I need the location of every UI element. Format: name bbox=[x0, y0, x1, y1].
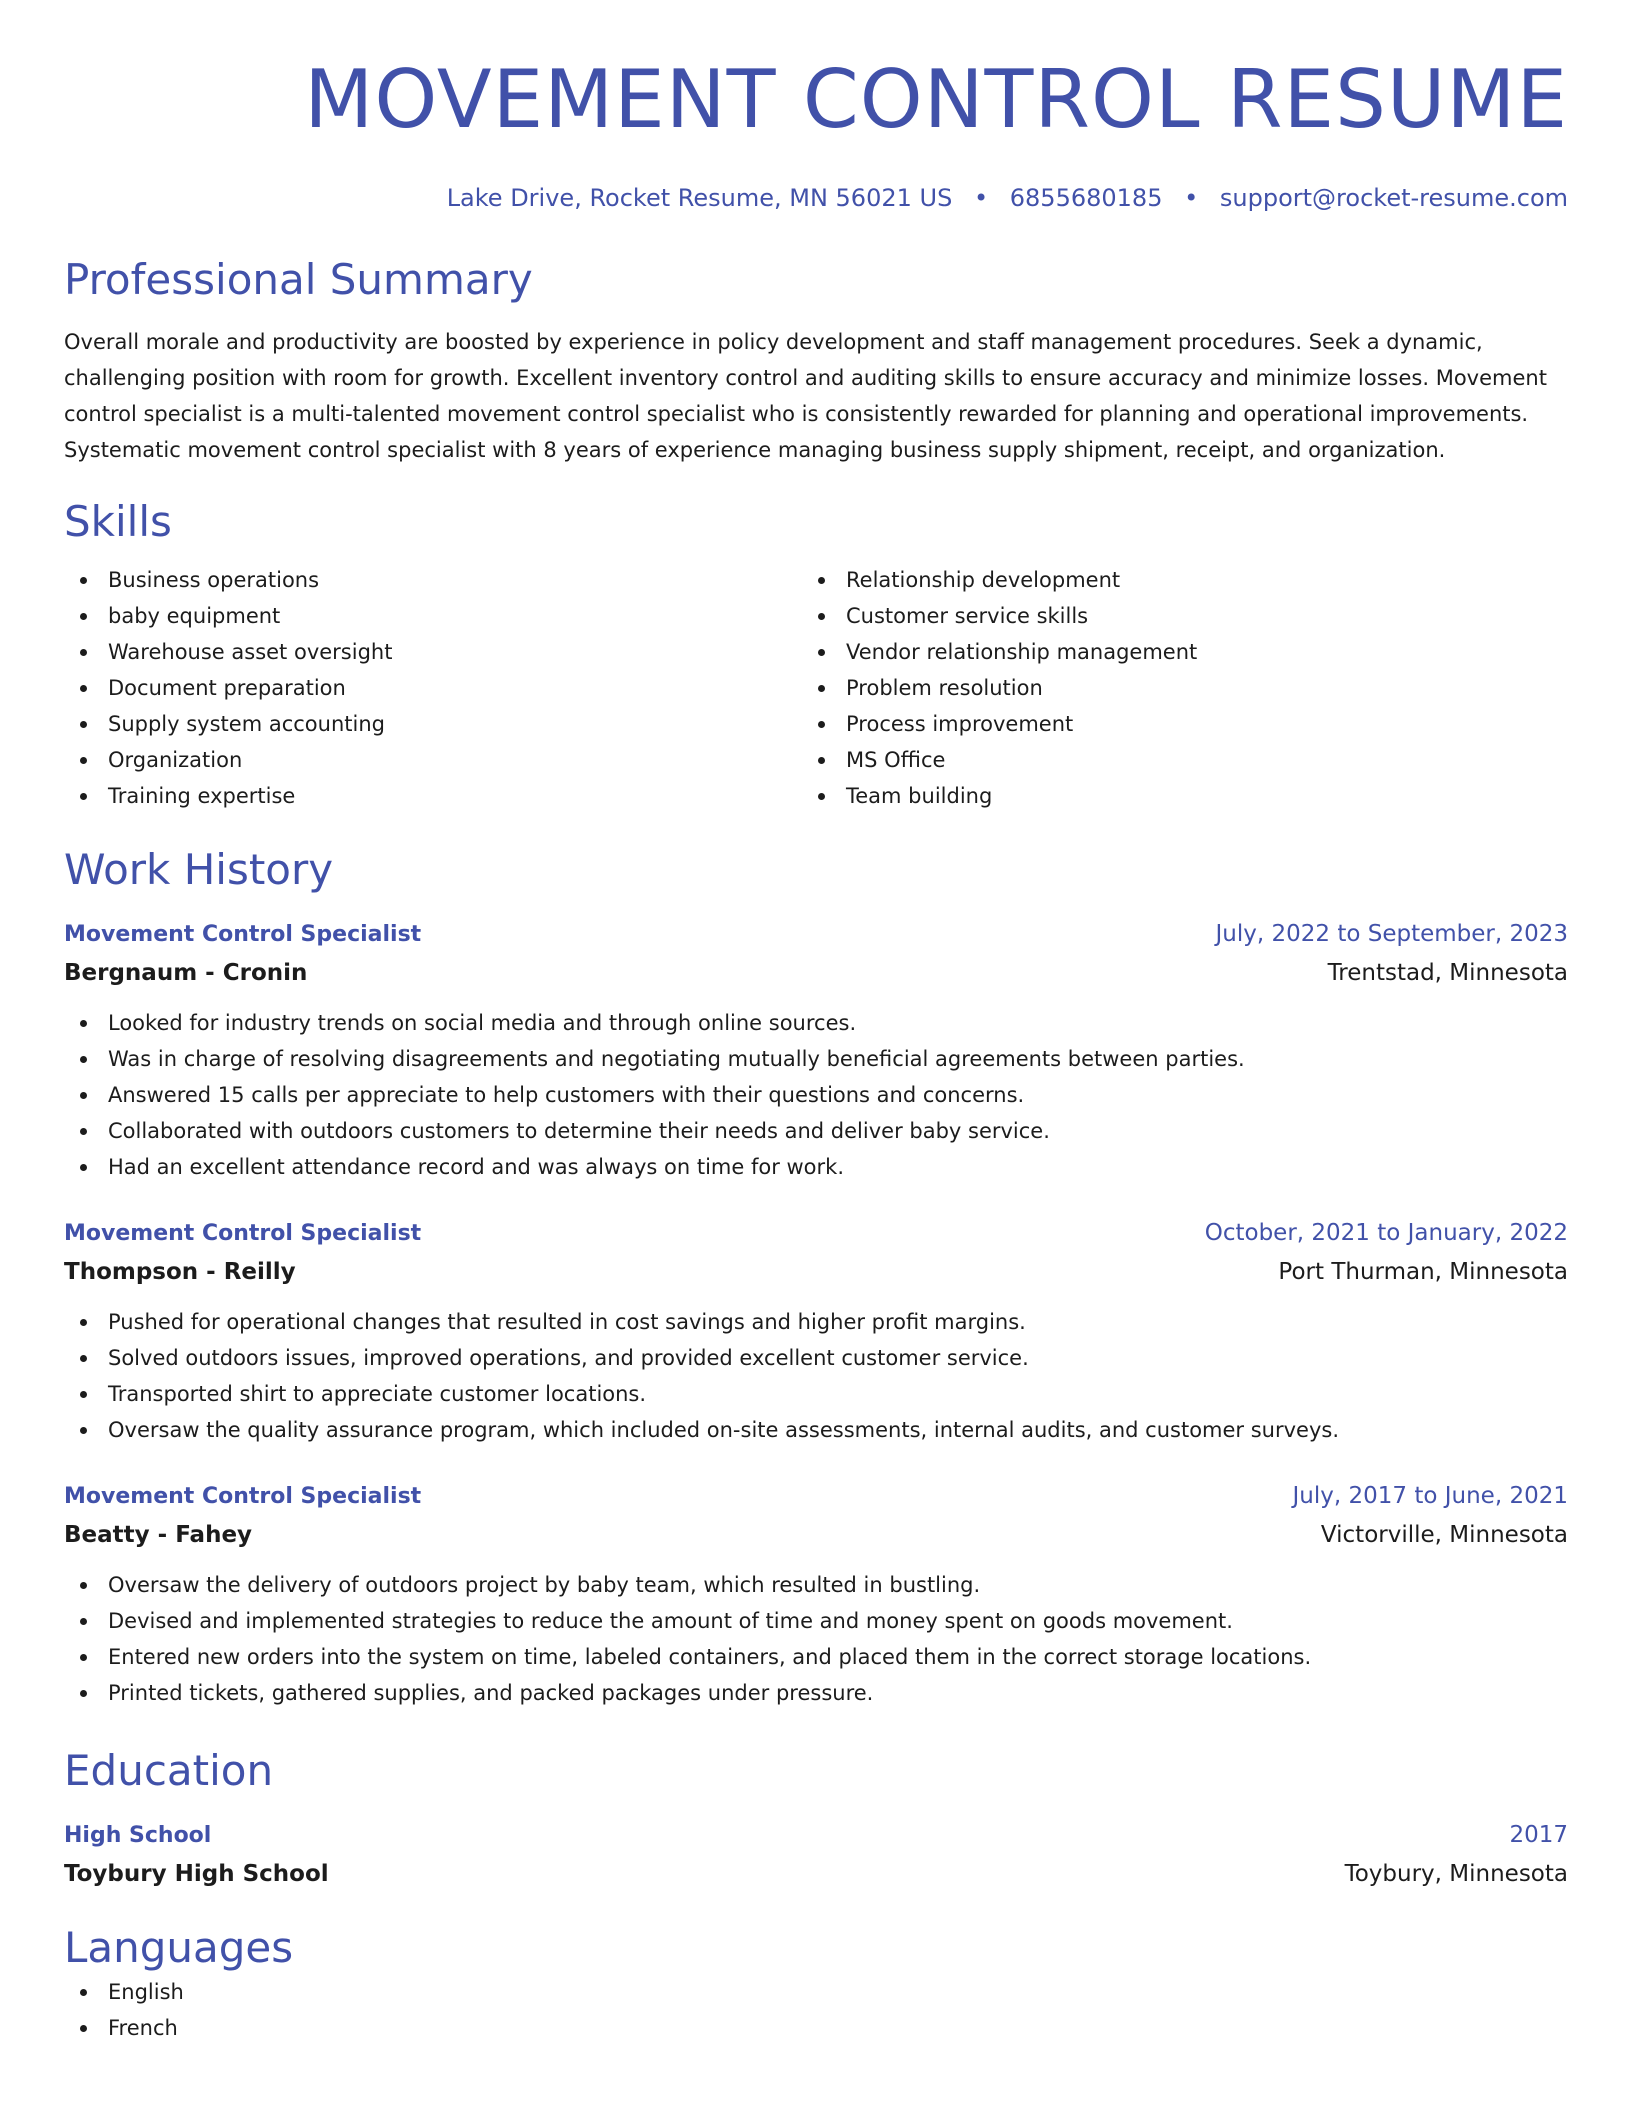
job-company: Beatty - Fahey bbox=[64, 1522, 253, 1548]
resume-title: MOVEMENT CONTROL RESUME bbox=[304, 53, 1568, 146]
job-bullet: Had an excellent attendance record and was always on time for work. bbox=[64, 1149, 1568, 1185]
job-entry bbox=[64, 1478, 1568, 1711]
job-dates: July, 2017 to June, 2021 bbox=[1292, 1483, 1568, 1509]
skill-item: Relationship development bbox=[802, 562, 1540, 598]
job-header-row bbox=[64, 1478, 1568, 1515]
job-entry bbox=[64, 916, 1568, 1185]
work-history-heading: Work History bbox=[64, 845, 334, 894]
job-company: Thompson - Reilly bbox=[64, 1259, 296, 1285]
contact-separator: • bbox=[1184, 184, 1199, 212]
skill-item: Document preparation bbox=[64, 670, 802, 706]
job-location: Trentstad, Minnesota bbox=[1327, 960, 1568, 986]
language-item: French bbox=[64, 2010, 1568, 2046]
skill-item: Training expertise bbox=[64, 778, 802, 814]
contact-line bbox=[64, 182, 1568, 214]
job-bullet: Entered new orders into the system on time, labeled containers, and placed them in the correct storage locations. bbox=[64, 1639, 1568, 1675]
job-bullet: Pushed for operational changes that resulted in cost savings and higher profit margins. bbox=[64, 1304, 1568, 1340]
education-entry bbox=[64, 1817, 1568, 1894]
job-title: Movement Control Specialist bbox=[64, 1484, 422, 1509]
job-employer-row bbox=[64, 1252, 1568, 1292]
skills-list-left bbox=[64, 562, 802, 814]
education-location: Toybury, Minnesota bbox=[1344, 1861, 1568, 1887]
job-dates: October, 2021 to January, 2022 bbox=[1204, 1220, 1568, 1246]
job-header-row bbox=[64, 916, 1568, 953]
contact-address: Lake Drive, Rocket Resume, MN 56021 US bbox=[446, 184, 953, 212]
job-bullets bbox=[64, 1304, 1568, 1448]
summary-section bbox=[64, 254, 1568, 468]
job-bullet: Devised and implemented strategies to reduce the amount of time and money spent on goods movement. bbox=[64, 1603, 1568, 1639]
job-location: Victorville, Minnesota bbox=[1320, 1522, 1568, 1548]
job-bullet: Was in charge of resolving disagreements and negotiating mutually beneficial agreements between parties. bbox=[64, 1041, 1568, 1077]
education-heading: Education bbox=[64, 1746, 274, 1795]
job-bullet: Solved outdoors issues, improved operations, and provided excellent customer service. bbox=[64, 1340, 1568, 1376]
skill-item: MS Office bbox=[802, 742, 1540, 778]
education-header-row bbox=[64, 1817, 1568, 1854]
contact-phone: 6855680185 bbox=[1009, 184, 1163, 212]
education-school: Toybury High School bbox=[64, 1861, 329, 1887]
job-title: Movement Control Specialist bbox=[64, 1221, 422, 1246]
job-bullet: Printed tickets, gathered supplies, and packed packages under pressure. bbox=[64, 1675, 1568, 1711]
job-location: Port Thurman, Minnesota bbox=[1278, 1259, 1568, 1285]
languages-heading: Languages bbox=[64, 1923, 294, 1972]
summary-heading: Professional Summary bbox=[64, 255, 533, 304]
job-employer-row bbox=[64, 953, 1568, 993]
skill-item: Warehouse asset oversight bbox=[64, 634, 802, 670]
contact-email: support@rocket-resume.com bbox=[1219, 184, 1568, 212]
skills-list-right bbox=[802, 562, 1540, 814]
job-title: Movement Control Specialist bbox=[64, 922, 422, 947]
job-company: Bergnaum - Cronin bbox=[64, 960, 308, 986]
job-bullet: Oversaw the delivery of outdoors project by baby team, which resulted in bustling. bbox=[64, 1567, 1568, 1603]
summary-text: Overall morale and productivity are boosted by experience in policy development and staff management procedures. Seek a dynamic, challenging position with room for growth. Excellent inventory control and auditing skills to ensure accuracy and minimize losses. Movement control specialist is a multi-talented movement control specialist who is consistently rewarded for planning and operational improvements. Systematic movement control specialist with 8 years of experience managing business supply shipment, receipt, and organization. bbox=[64, 330, 1547, 462]
skill-item: Supply system accounting bbox=[64, 706, 802, 742]
skill-item: Vendor relationship management bbox=[802, 634, 1540, 670]
work-history-section bbox=[64, 844, 1568, 1711]
job-bullet: Oversaw the quality assurance program, which included on-site assessments, internal audits, and customer surveys. bbox=[64, 1412, 1568, 1448]
skill-item: Problem resolution bbox=[802, 670, 1540, 706]
skills-heading: Skills bbox=[64, 497, 172, 546]
job-dates: July, 2022 to September, 2023 bbox=[1215, 921, 1568, 947]
language-item: English bbox=[64, 1974, 1568, 2010]
job-bullet: Collaborated with outdoors customers to determine their needs and deliver baby service. bbox=[64, 1113, 1568, 1149]
job-bullet: Transported shirt to appreciate customer locations. bbox=[64, 1376, 1568, 1412]
skills-section bbox=[64, 496, 1568, 814]
skill-item: Process improvement bbox=[802, 706, 1540, 742]
job-entry bbox=[64, 1215, 1568, 1448]
skill-item: Business operations bbox=[64, 562, 802, 598]
education-degree: High School bbox=[64, 1823, 212, 1848]
skill-item: Organization bbox=[64, 742, 802, 778]
job-employer-row bbox=[64, 1515, 1568, 1555]
education-school-row bbox=[64, 1854, 1568, 1894]
skills-grid bbox=[64, 562, 1568, 814]
languages-section bbox=[64, 1922, 1568, 2046]
skill-item: Customer service skills bbox=[802, 598, 1540, 634]
job-bullets bbox=[64, 1567, 1568, 1711]
job-bullet: Answered 15 calls per appreciate to help customers with their questions and concerns. bbox=[64, 1077, 1568, 1113]
education-year: 2017 bbox=[1509, 1822, 1568, 1848]
job-bullets bbox=[64, 1005, 1568, 1185]
job-header-row bbox=[64, 1215, 1568, 1252]
skill-item: Team building bbox=[802, 778, 1540, 814]
languages-list bbox=[64, 1974, 1568, 2046]
skill-item: baby equipment bbox=[64, 598, 802, 634]
job-bullet: Looked for industry trends on social media and through online sources. bbox=[64, 1005, 1568, 1041]
education-section bbox=[64, 1745, 1568, 1894]
contact-separator: • bbox=[973, 184, 989, 212]
